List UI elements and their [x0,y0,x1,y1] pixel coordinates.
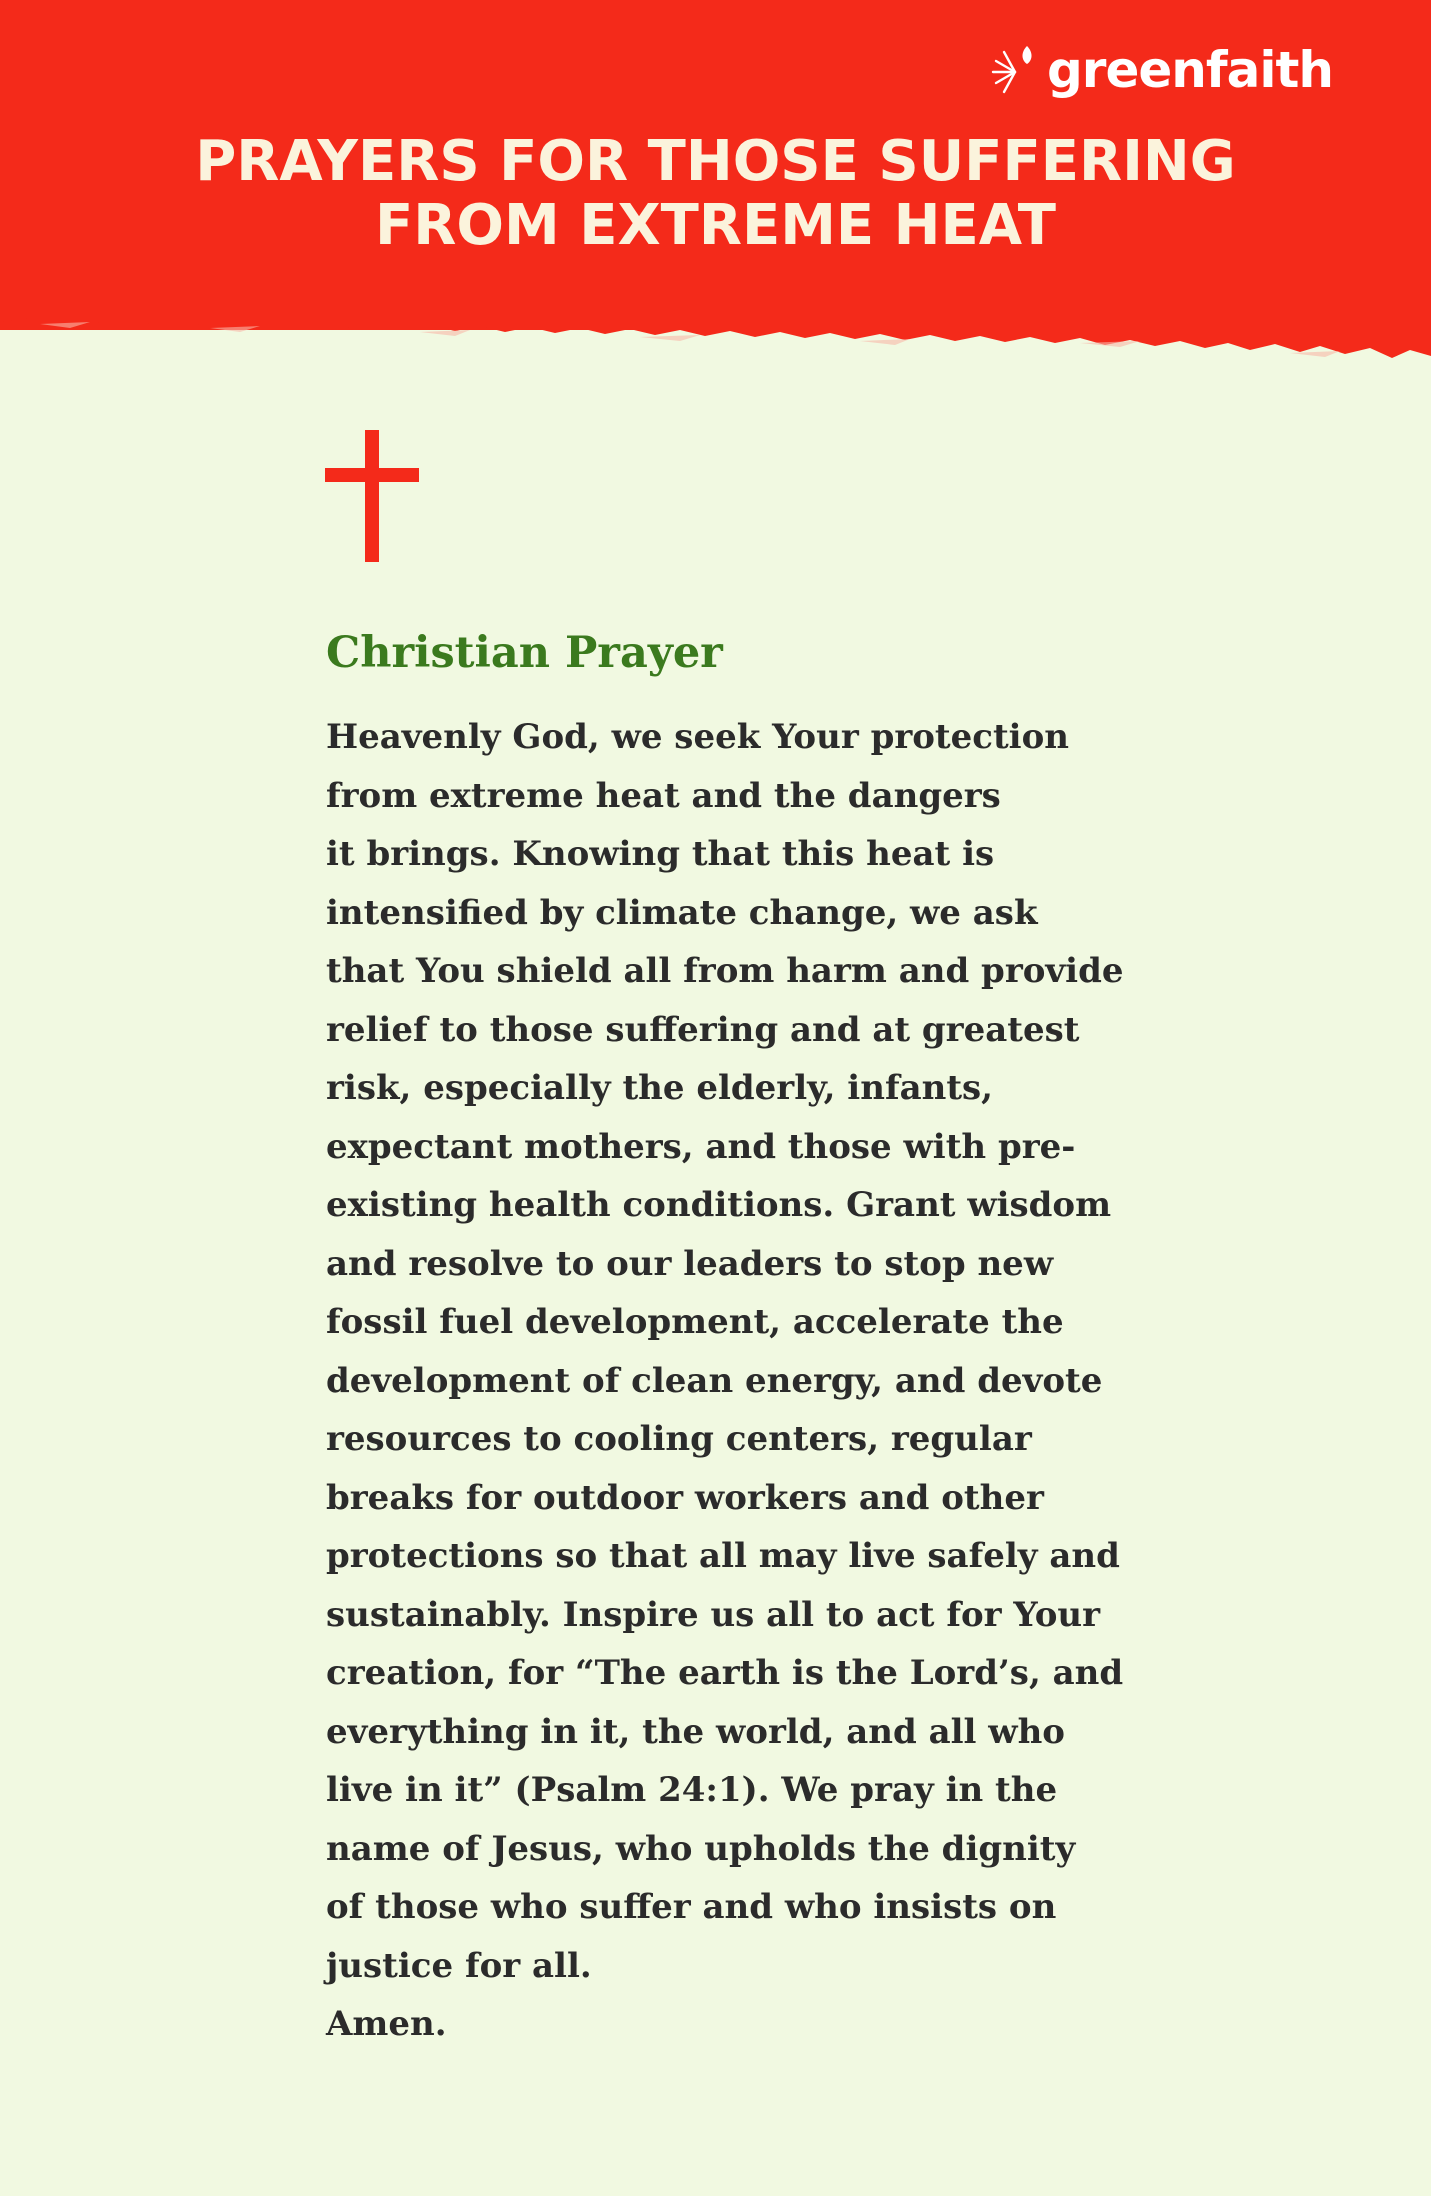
prayer-line: it brings. Knowing that this heat is [326,834,995,874]
prayer-line: live in it” (Psalm 24:1). We pray in the [326,1770,1058,1810]
section-heading: Christian Prayer [326,628,723,678]
prayer-line: resources to cooling centers, regular [326,1419,1032,1459]
prayer-line: existing health conditions. Grant wisdom [326,1185,1112,1225]
prayer-line: Amen. [326,2004,447,2044]
prayer-line: Heavenly God, we seek Your protection [326,717,1069,757]
prayer-line: that You shield all from harm and provide [326,951,1124,991]
title-line: PRAYERS FOR THOSE SUFFERING [195,129,1236,194]
sunburst-leaf-icon [987,42,1043,98]
prayer-line: sustainably. Inspire us all to act for Your [326,1594,1101,1635]
greenfaith-logo [987,30,1333,110]
brand-name: greenfaith [1047,41,1333,99]
prayer-text [326,708,1206,2054]
prayer-line: everything in it, the world, and all who [326,1711,1065,1752]
prayer-line: intensified by climate change, we ask [326,892,1038,933]
prayer-line: from extreme heat and the dangers [326,775,1001,816]
prayer-line: risk, especially the elderly, infants, [326,1068,994,1108]
page-title [0,130,1431,258]
prayer-line: protections so that all may live safely and [326,1536,1120,1576]
latin-cross-icon [325,430,419,562]
prayer-line: fossil fuel development, accelerate the [326,1302,1064,1342]
prayer-line: breaks for outdoor workers and other [326,1477,1044,1518]
prayer-line: relief to those suffering and at greatest [326,1009,1080,1050]
prayer-line: development of clean energy, and devote [326,1360,1103,1401]
title-line: FROM EXTREME HEAT [375,193,1056,258]
prayer-line: justice for all. [326,1945,592,1986]
prayer-line: name of Jesus, who upholds the dignity [326,1828,1076,1869]
torn-edge-divider [0,310,1431,370]
prayer-line: creation, for “The earth is the Lord’s, and [326,1653,1124,1693]
prayer-line: of those who suffer and who insists on [326,1887,1057,1927]
prayer-line: expectant mothers, and those with pre- [326,1126,1076,1167]
prayer-line: and resolve to our leaders to stop new [326,1243,1054,1284]
